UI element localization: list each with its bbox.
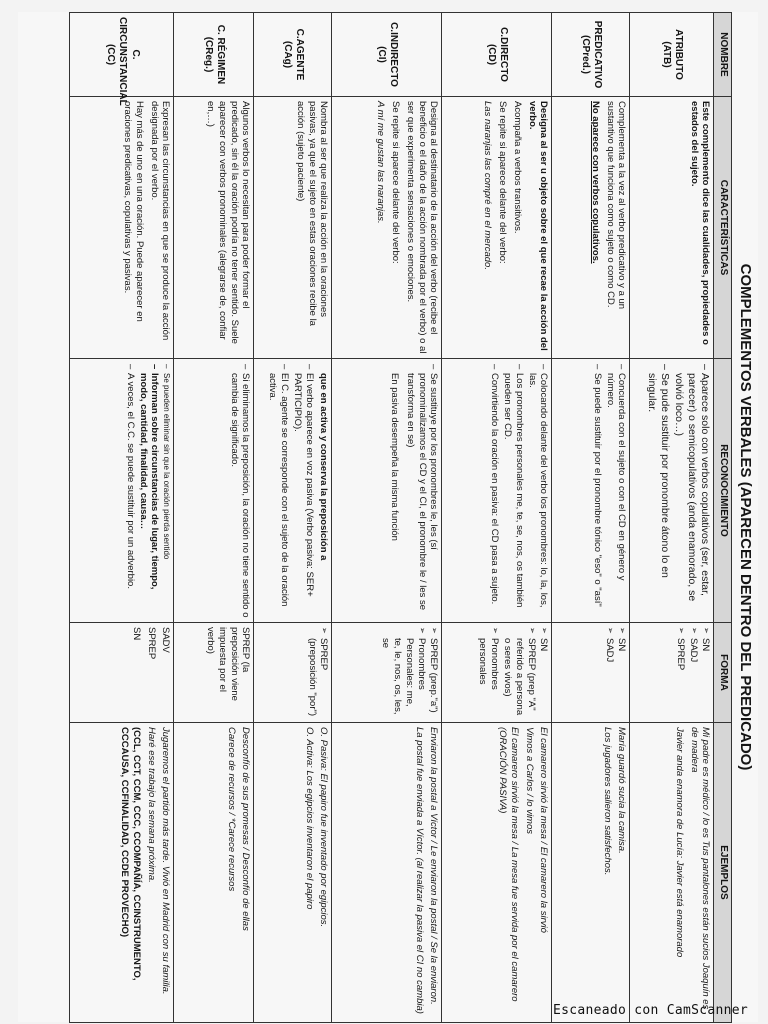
ejemplo-text: La postal fue enviada a Víctor. (al realizar la pasiva el CI no cambia) bbox=[413, 727, 425, 1014]
row-name: C.DIRECTO (CD) bbox=[442, 13, 552, 97]
row-forma bbox=[174, 623, 254, 723]
row-name: C.INDIRECTO (CI) bbox=[332, 13, 442, 97]
forma-item: ➢ SPREP bbox=[674, 638, 686, 718]
table-row bbox=[174, 13, 254, 1023]
row-reconocimiento bbox=[630, 359, 714, 623]
row-name: C. CIRCUNSTANCIAL (CC) bbox=[70, 13, 174, 97]
row-caracteristicas bbox=[70, 97, 174, 359]
header-forma: FORMA bbox=[714, 623, 732, 723]
recon-item: – El verbo aparece en voz pasiva (Verbo pasiva: SER+ PARTICIPIO). bbox=[291, 373, 315, 618]
ejemplo-text: Carece de recursos / *Carece recursos bbox=[225, 727, 237, 892]
row-name: C.AGENTE (CAg) bbox=[254, 13, 332, 97]
recon-item: – Colocando delante del verbo los pronombres: lo, la, los, las. bbox=[526, 373, 550, 618]
recon-item: – Los pronombres personales me, te, se, nos, os también pueden ser CD. bbox=[501, 373, 525, 618]
row-ejemplos bbox=[254, 723, 332, 1023]
row-ejemplos bbox=[630, 723, 714, 1023]
row-reconocimiento bbox=[552, 359, 630, 623]
row-forma bbox=[70, 623, 174, 723]
row-caracteristicas bbox=[630, 97, 714, 359]
ejemplo-text: Los jugadores salieron satisfechos. bbox=[601, 727, 613, 876]
caract-text: Nombra al ser que realiza la acción en la oraciones pasivas, ya que el sujeto en estas oraciones recibe la acción (sujeto paciente) bbox=[294, 101, 330, 326]
forma-text: SN bbox=[130, 627, 142, 641]
recon-item: – El C. agente se corresponde con el sujeto de la oración activa. bbox=[266, 373, 290, 618]
forma-text: SPREP (la preposición viene impuesta por el verbo) bbox=[204, 627, 252, 701]
row-caracteristicas bbox=[174, 97, 254, 359]
ejemplo-text: Haré ese trabajo la semana próxima. bbox=[145, 727, 157, 883]
row-reconocimiento bbox=[332, 359, 442, 623]
row-forma bbox=[630, 623, 714, 723]
row-ejemplos bbox=[442, 723, 552, 1023]
ejemplo-text: O. Activa: Los egipcios inventaron el papiro bbox=[303, 727, 315, 910]
ejemplo-text: Jugaremos el partido más tarde. Vivió en Madrid con su familia. bbox=[160, 727, 172, 995]
caract-text: Hay más de uno en una oración. Puede aparecer en oraciones predicativas, copulativas y pasivas. bbox=[121, 101, 145, 322]
table-row bbox=[552, 13, 630, 1023]
caract-text: Se repite si aparece delante del verbo: bbox=[496, 101, 508, 264]
forma-item: ➢ SPREP (prep "A" referido a persona o seres vivos) bbox=[501, 638, 537, 718]
forma-item: ➢ SPREP (preposición "por") bbox=[306, 638, 330, 718]
document-sheet bbox=[18, 12, 758, 1022]
ejemplo-text: Mi padre es médico / lo es Tus pantalones están sucios Joaquín es de madera bbox=[688, 727, 712, 1010]
recon-item: – Se pueden eliminar sin que la oración pierda sentido bbox=[162, 373, 172, 618]
forma-item: ➢ Pronombres Personales: me, te, le, nos, os, les, se bbox=[379, 638, 427, 718]
row-ejemplos bbox=[332, 723, 442, 1023]
row-forma bbox=[332, 623, 442, 723]
row-name: PREDICATIVO (CPred.) bbox=[552, 13, 630, 97]
header-nombre: NOMBRE bbox=[714, 13, 732, 97]
row-ejemplos bbox=[70, 723, 174, 1023]
forma-item: ➢ SN bbox=[616, 638, 628, 718]
recon-text: que en activa y conserva la preposición a bbox=[318, 373, 330, 561]
ejemplo-text: (CCL, CCT, CCM, CCC, CCOMPAÑÍA, CCINSTRUMENTO, CCCAUSA, CCFINALIDAD, CCDE PROVECHO) bbox=[118, 727, 142, 981]
caract-text: Designa al ser u objeto sobre el que recae la acción del verbo. bbox=[526, 101, 550, 351]
row-caracteristicas bbox=[442, 97, 552, 359]
forma-text: SADV bbox=[160, 627, 172, 653]
row-reconocimiento bbox=[70, 359, 174, 623]
table-row bbox=[254, 13, 332, 1023]
scanner-watermark: Escaneado con CamScanner bbox=[552, 1003, 748, 1018]
recon-item: – Aparece solo con verbos copulativos (ser, estar, parecer) o semicopulativos (anda enamorado, se volvió loco…) bbox=[672, 373, 711, 618]
table-row bbox=[70, 13, 174, 1023]
table-row bbox=[630, 13, 714, 1023]
ejemplo-text: Vimos a Carlos / lo vimos bbox=[523, 727, 535, 834]
ejemplo-text: Javier anda enamora de Lucía: Javier está enamorado bbox=[673, 727, 685, 958]
table-row bbox=[332, 13, 442, 1023]
forma-item: ➢ SPREP (prep."a") bbox=[428, 638, 440, 718]
table-header-row bbox=[714, 13, 732, 1023]
caract-text: Expresan las circunstancias en que se produce la acción designada por el verbo. bbox=[148, 101, 172, 341]
ejemplo-text: O. Pasiva: El papiro fue inventado por egipcios. bbox=[318, 727, 330, 928]
ejemplo-text: Enviaron la postal a Víctor / Le enviaron la postal / Se la enviaron. bbox=[428, 727, 440, 1005]
caract-text: Este complemento dice las cualidades, propiedades o estados del sujeto. bbox=[688, 101, 712, 345]
recon-item: – Se pude sustituir por pronombre átono lo en singular. bbox=[645, 373, 671, 618]
caract-text: Complementa a la vez al verbo predicativo y a un sustantivo que funciona como sujeto o como CD. bbox=[604, 101, 628, 310]
row-forma bbox=[442, 623, 552, 723]
recon-text: En pasiva desempeña la misma función bbox=[388, 373, 400, 541]
row-caracteristicas bbox=[552, 97, 630, 359]
recon-item: – A veces, el C.C. se puede sustituir por un adverbio. bbox=[124, 373, 136, 618]
row-caracteristicas bbox=[254, 97, 332, 359]
row-name: ATRIBUTO (ATB) bbox=[630, 13, 714, 97]
row-reconocimiento bbox=[254, 359, 332, 623]
row-name: C. RÉGIMEN (CReg.) bbox=[174, 13, 254, 97]
caract-text: Algunos verbos lo necesitan para poder formar el predicado, sin él la oración podría no tener sentido. Suele aparecer con verbos pronominales (alegrarse de, confiar en,…) bbox=[204, 101, 252, 344]
row-forma bbox=[552, 623, 630, 723]
ejemplo-text: María guardó sucia la camisa. bbox=[616, 727, 628, 854]
forma-item: ➢ SADJ bbox=[603, 638, 615, 718]
caract-text: No aparece con verbos copulativos. bbox=[589, 101, 601, 264]
row-ejemplos bbox=[552, 723, 630, 1023]
recon-item: – Informan sobre circunstancias de lugar, tiempo, modo, cantidad, finalidad, causa… bbox=[137, 373, 161, 618]
row-reconocimiento bbox=[442, 359, 552, 623]
recon-item: – Convirtiendo la oración en pasiva: el CD pasa a sujeto. bbox=[488, 373, 500, 618]
complements-table bbox=[70, 12, 733, 1023]
caract-text: A mí me gustan las naranjas. bbox=[375, 101, 386, 224]
header-reconocimiento: RECONOCIMIENTO bbox=[714, 359, 732, 623]
forma-item: ➢ SADJ bbox=[687, 638, 699, 718]
ejemplo-text: Desconfío de sus promesas / Desconfío de ellas bbox=[240, 727, 252, 931]
recon-item: – Concuerda con el sujeto o con el CD en género y número. bbox=[604, 373, 628, 618]
row-forma bbox=[254, 623, 332, 723]
ejemplo-text: El camarero sirvió la mesa / El camarero la sirvió bbox=[538, 727, 550, 933]
table-row bbox=[442, 13, 552, 1023]
row-ejemplos bbox=[174, 723, 254, 1023]
caract-text: Se repite si aparece delante del verbo: bbox=[389, 101, 401, 264]
caract-text: Acompaña a verbos transitivos. bbox=[511, 101, 523, 234]
forma-item: ➢ Pronombres personales bbox=[476, 638, 500, 718]
row-caracteristicas bbox=[332, 97, 442, 359]
recon-item: – Se sustituye por los pronombres le, les (sí pronominalizamos el CD y el CI, el pronombre le / les se transforma en se) bbox=[404, 373, 440, 618]
recon-item: – Si eliminamos la preposición, la oración no tiene sentido o cambia de significado. bbox=[228, 373, 252, 618]
page-title: COMPLEMENTOS VERBALES (APARECEN DENTRO DEL PREDICADO) bbox=[737, 263, 754, 771]
header-caracteristicas: CARACTERÍSTICAS bbox=[714, 97, 732, 359]
recon-item: – Se puede sustituir por el pronombre tónico "eso" o "así" bbox=[591, 373, 603, 618]
forma-item: ➢ SN bbox=[538, 638, 550, 718]
forma-text: SPREP bbox=[145, 627, 157, 660]
caract-text: Designa al destinatario de la acción del verbo (recibe el beneficio o el daño de la acción nombrada por el verbo) o al ser que experimenta sensaciones o emociones. bbox=[404, 101, 440, 354]
row-reconocimiento bbox=[174, 359, 254, 623]
header-ejemplos: EJEMPLOS bbox=[714, 723, 732, 1023]
ejemplo-text: El camarero sirvió la mesa / La mesa fue servida por el camarero (ORACIÓN PASIVA) bbox=[496, 727, 520, 1002]
forma-item: ➢ SN bbox=[700, 638, 712, 718]
caract-text: Las naranjas las compré en el mercado. bbox=[482, 101, 493, 270]
